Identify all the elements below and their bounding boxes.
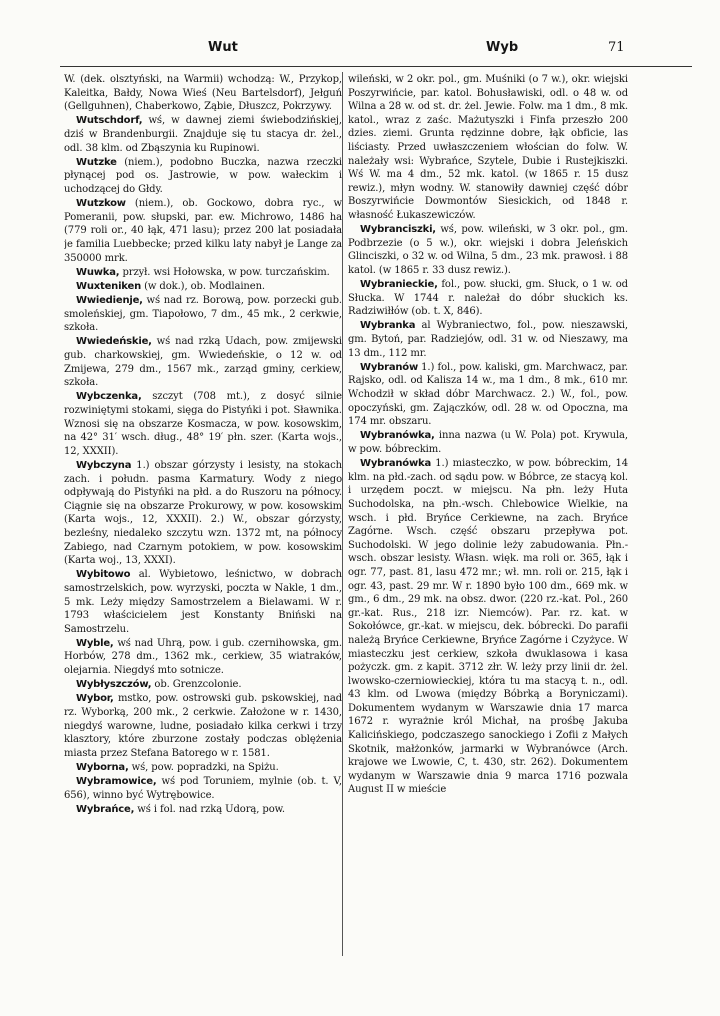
header-rule — [60, 66, 692, 67]
dictionary-entry — [348, 429, 628, 456]
dictionary-entry — [64, 156, 342, 197]
entry-body: przył. wsi Hołowska, w pow. turczańskim. — [119, 266, 330, 278]
entry-body: wś, pow. wileński, w 3 okr. pol., gm. Podbrzezie (o 5 w.), okr. wiejski i dobra Jeleńskich Glinciszki, o 32 w. od Wilna, 5 dm., 23 mk. prawosł. i 88 katol. (w 1865 r. 33 dusz rewiz.). — [348, 224, 628, 276]
entry-headword: Wyble, — [76, 637, 114, 649]
dictionary-entry — [64, 761, 342, 775]
entry-headword: Wybitowo — [76, 569, 131, 581]
entry-headword: Wybramowice, — [76, 776, 157, 788]
left-column — [64, 73, 342, 955]
entry-body: 1.) obszar górzysty i lesisty, na stokach zach. i połudn. pasma Karmatury. Wody z niego odpływają do Pistyńki na płd. a do Ruszoru na północy. Ciągnie się na obszarze Prokurowy, w pow. kosowskim (Karta wojs., 12, XXXII). 2.) W., obszar górzysty, bezleśny, niedaleko szczytu wzn. 1372 mt, na północy Zabiego, nad Czarnym potokiem, w pow. kosowskim (Karta woj., 13, XXXI). — [64, 459, 342, 567]
dictionary-entry — [348, 361, 628, 429]
entry-headword: Wybranówka — [360, 458, 432, 470]
dictionary-entry — [64, 73, 342, 114]
dictionary-entry — [64, 294, 342, 335]
entry-headword: Wutzke — [76, 156, 117, 168]
dictionary-entry — [348, 319, 628, 360]
dictionary-entry — [348, 73, 628, 223]
entry-headword: Wwiedeńskie, — [76, 336, 152, 348]
entry-headword: Wuxteniken — [76, 280, 141, 292]
entry-body: al. Wybietowo, leśnictwo, w dobrach samostrzelskich, pow. wyrzyski, poczta w Nakle, 1 dm., 5 mk. Leży między Samostrzelem a Bielawami. W r. 1793 właścicielem jest Konstanty Bniński na Samostrzelu. — [64, 569, 342, 635]
entry-headword: Wybranówka, — [360, 430, 435, 442]
dictionary-entry — [64, 692, 342, 760]
entry-body: wś nad rzką Udach, pow. zmijewski gub. charkowskiej, gm. Wwiedeńskie, o 12 w. od Zmijewa, 279 dm., 1567 mk., zarząd gminy, cerkiew, szkoła. — [64, 336, 342, 389]
entry-body: (w dok.), ob. Modlainen. — [141, 280, 266, 292]
dictionary-entry — [348, 457, 628, 797]
entry-body: fol., pow. słucki, gm. Słuck, o 1 w. od Słucka. W 1744 r. należał do dóbr słuckich ks. Radziwiłłów (ob. t. X, 846). — [348, 279, 628, 318]
entry-headword: Wwiedienje, — [76, 295, 143, 307]
dictionary-entry — [64, 266, 342, 280]
entry-body: wś, pow. popradzki, na Spiżu. — [128, 762, 279, 773]
dictionary-entry — [64, 803, 342, 817]
entry-body: szczyt (708 mt.), z dosyć silnie rozwiniętymi stokami, sięga do Pistyńki i pot. Sławnika. Wznosi się na obszarze Kosmacza, w pow. kosowskim, na 42° 31′ wsch. dług., 48° 19′ płn. szer. (Karta wojs., 12, XXXII). — [64, 391, 342, 457]
entry-body: 1.) fol., pow. kaliski, gm. Marchwacz, par. Rajsko, odl. od Kalisza 14 w., ma 1 dm., 8 mk., 610 mr. Wchodził w skład dóbr Marchwacz. 2.) W., fol., pow. opoczyński, gm. Zajączków, odl. 28 w. od Opoczna, ma 174 mr. obszaru. — [348, 361, 628, 428]
dictionary-entry — [64, 114, 342, 155]
header-left-word: Wut — [208, 40, 238, 55]
entry-headword: Wybranciszki, — [360, 224, 436, 236]
dictionary-entry — [64, 459, 342, 568]
entry-body: 1.) miasteczko, w pow. bóbreckim, 14 klm. na płd.-zach. od sądu pow. w Bóbrce, ze stacyą kol. i urzędem poczt. w miejscu. Na płn. leży Huta Suchodolska, na płn.-wsch. Chlebowice Wielkie, na wsch. i płd. Bryńce Cerkiewne, na zach. Bryńce Zagórne. Wsch. część obszaru przepływa pot. Suchodolski. W jego dolinie leży zabudowania. Płn.-wsch. obszar lesisty. Własn. więk. ma roli or. 365, łąk i ogr. 77, past. 81, lasu 472 mr.; wł. mn. roli or. 215, łąk i ogr. 43, past. 29 mr. W r. 1890 było 100 dm., 669 mk. w gm., 6 dm., 29 mk. na obsz. dwor. (220 rz.-kat. Pol., 260 gr.-kat. Rus., 218 izr. Niemców). Par. rz. kat. w Sokołówce, gr.-kat. w miejscu, dek. bóbrecki. Do parafii należą Bryńce Cerkiewne, Bryńce Zagórne i Czyżyce. W miasteczku jest cerkiew, szkoła dwuklasowa i kasa pożyczk. gm. z kapit. 3712 złr. W. leży przy linii dr. żel. lwowsko-czerniowieckiej, która tu ma stacyą t. n., odl. 43 klm. od Lwowa (między Bóbrką a Boryniczami). Dokumentem wydanym w Warszawie dnia 17 marca 1672 r. wyrażnie król Michał, na prośbę Jakuba Kalicińskiego, podczaszego sanockiego i Zofii z Małych Skotnik, małżonków, jarmarki w Wybranówce (Arch. krajowe we Lwowie, C, t. 430, str. 262). Dokumentem wydanym w Warszawie dnia 9 marca 1716 pozwala August II w mieście — [348, 458, 628, 796]
entry-body: mstko, pow. ostrowski gub. pskowskiej, nad rz. Wyborką, 200 mk., 2 cerkwie. Założone w r. 1430, niegdyś warowne, ludne, posiadało kilka cerkwi i trzy klasztory, które zburzone zostały podczas oblężenia miasta przez Stefana Batorego w r. 1581. — [64, 693, 342, 759]
entry-headword: Wybranka — [360, 320, 416, 332]
dictionary-entry — [64, 197, 342, 265]
dictionary-entry — [64, 775, 342, 802]
entry-body: ob. Grenzcolonie. — [151, 679, 242, 691]
entry-headword: Wybczyna — [76, 459, 132, 471]
entry-body: (niem.), ob. Gockowo, dobra ryc., w Pomeranii, pow. słupski, par. ew. Michrowo, 1486 ha (779 roli or., 40 łąk, 471 lasu); przez 200 lat posiadała je familia Luebbecke; przed kilku laty nabył je Lange za 350000 mrk. — [64, 198, 342, 264]
entry-body: W. (dek. olsztyński, na Warmii) wchodzą: W., Przykop, Kaleitka, Bałdy, Nowa Wieś (Neu Bartelsdorf), Jełguń (Gellguhnen), Chaberkowo, Ząbie, Dłuszcz, Pokrzywy. — [64, 74, 342, 113]
dictionary-entry — [64, 568, 342, 636]
entry-headword: Wybranów — [360, 361, 419, 373]
entry-body: inna nazwa (u W. Pola) pot. Krywula, w pow. bóbreckim. — [348, 430, 628, 455]
dictionary-entry — [64, 637, 342, 678]
dictionary-entry — [64, 280, 342, 294]
entry-body: wś pod Toruniem, mylnie (ob. t. V, 656), winno być Wytrębowice. — [64, 776, 342, 801]
dictionary-entry — [348, 223, 628, 277]
entry-body: (niem.), podobno Buczka, nazwa rzeczki płynącej pod os. Jastrowie, w pow. wałeckim i uchodzącej do Głdy. — [64, 156, 342, 195]
entry-headword: Wyborna, — [76, 762, 129, 773]
entry-headword: Wutzkow — [76, 198, 126, 210]
entry-body: wś nad rz. Borową, pow. porzecki gub. smoleńskiej, gm. Tiapołowo, 7 dm., 45 mk., 2 cerkwie, szkoła. — [64, 295, 342, 334]
dictionary-entry — [64, 390, 342, 458]
entry-body: wś nad Uhrą, pow. i gub. czernihowska, gm. Horbów, 278 dm., 1362 mk., cerkiew, 35 wiatraków, olejarnia. Niegdyś mto sotnicze. — [64, 637, 342, 677]
right-column — [348, 73, 628, 955]
dictionary-entry — [348, 278, 628, 319]
entry-headword: Wybłyszczów, — [76, 679, 152, 691]
entry-body: wś i fol. nad rzką Udorą, pow. — [134, 803, 285, 815]
entry-headword: Wybczenka, — [76, 391, 142, 403]
entry-headword: Wutschdorf, — [76, 115, 143, 127]
page-number: 71 — [608, 40, 625, 55]
column-divider — [342, 72, 343, 956]
entry-body: wś, w dawnej ziemi świebodzińskiej, dziś w Brandenburgii. Znajduje się tu stacya dr. żel., odl. 38 klm. od Zbąszynia ku Rupinowi. — [64, 115, 342, 154]
entry-headword: Wybrańce, — [76, 803, 135, 815]
entry-body: wileński, w 2 okr. pol., gm. Muśniki (o 7 w.), okr. wiejski Poszyrwińcie, par. katol. Bohusławiski, odl. o 48 w. od Wilna a 28 w. od st. dr. żel. Jewie. Folw. ma 1 dm., 8 mk. katol., wraz z zaśc. Mażutyszki i Finfa przeszło 200 dzies. ziemi. Grunta rędzinne dobre, łąk obficie, las liściasty. Przed uwłaszczeniem włościan do folw. W. należały wsi: Wybrańce, Szytele, Dubie i Rustejkiszki. Wś W. ma 4 dm., 52 mk. katol. (w 1865 r. 15 dusz rewiz.), młyn wodny. W. stanowiły dawniej część dóbr Boszyrwińcie Dowmontów Siesickich, od 1848 r. własność Łukaszewiczów. — [348, 74, 628, 221]
dictionary-entry — [64, 335, 342, 389]
entry-headword: Wuwka, — [76, 266, 120, 278]
dictionary-entry — [64, 678, 342, 692]
entry-body: al Wybraniectwo, fol., pow. nieszawski, gm. Bytoń, par. Radziejów, odl. 31 w. od Nieszawy, ma 13 dm., 112 mr. — [348, 320, 628, 359]
entry-headword: Wybranieckie, — [360, 279, 438, 291]
entry-headword: Wybor, — [76, 693, 114, 705]
header-right-word: Wyb — [486, 40, 519, 55]
running-head — [0, 40, 720, 62]
